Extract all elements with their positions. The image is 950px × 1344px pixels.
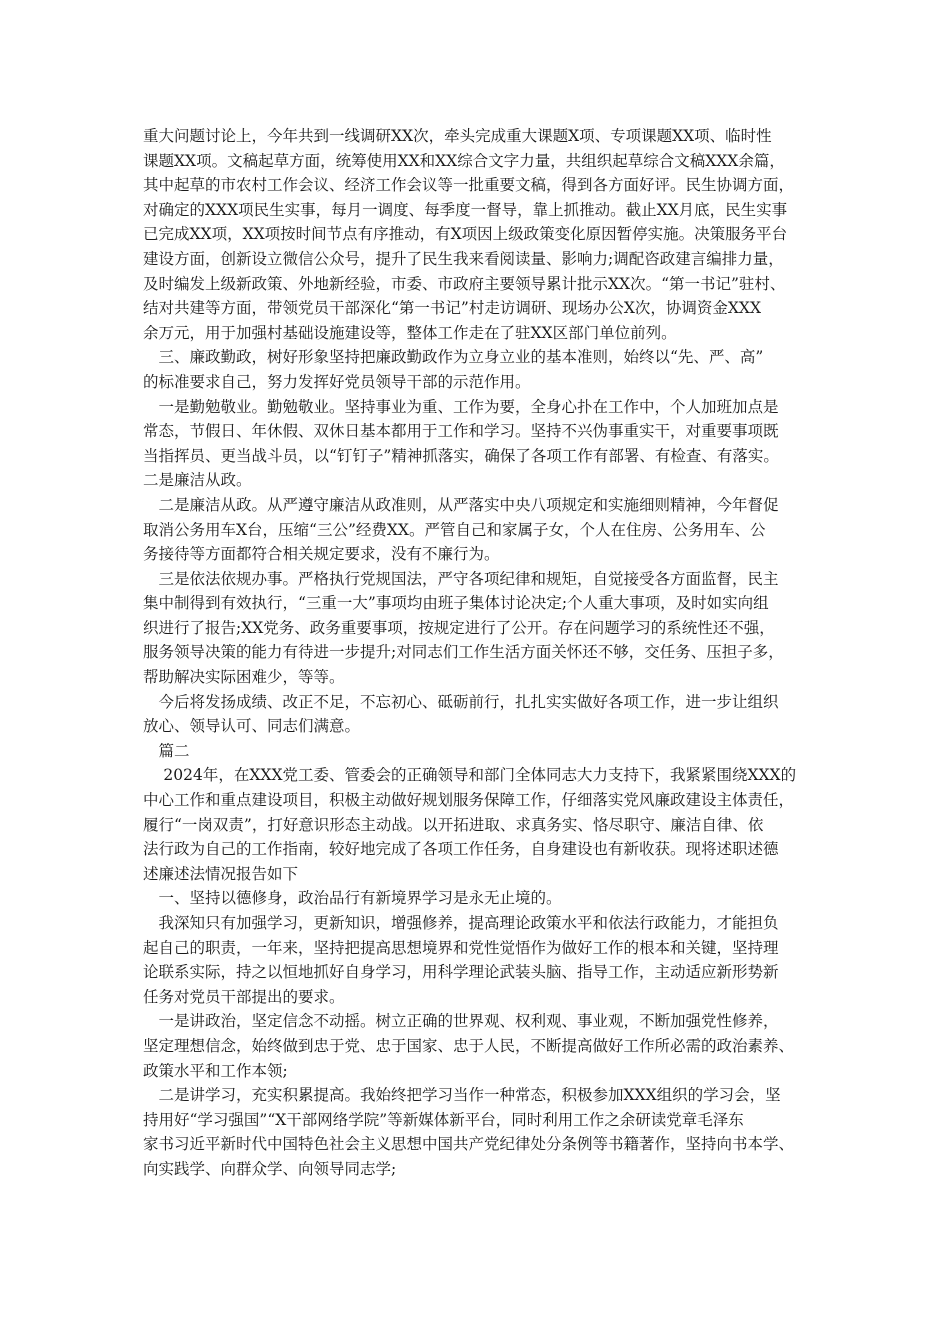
text-line: 坚定理想信念，始终做到忠于党、忠于国家、忠于人民，不断提高做好工作所必需的政治素养、: [143, 1036, 795, 1055]
text-line: 我深知只有加强学习，更新知识，增强修养，提高理论政策水平和依法行政能力，才能担负: [143, 914, 779, 932]
text-line: 政策水平和工作本领;: [143, 1061, 288, 1080]
text-line: 向实践学、向群众学、向领导同志学;: [143, 1159, 397, 1178]
text-line: 集中制得到有效执行，“三重一大”事项均由班子集体讨论决定;个人重大事项，及时如实向组: [143, 594, 769, 613]
text-line: 持用好“学习强国”“X干部网络学院”等新媒体新平台，同时利用工作之余研读党章毛泽东: [143, 1110, 744, 1129]
text-line: 结对共建等方面，带领党员干部深化“第一书记”村走访调研、现场办公X次，协调资金XXX: [143, 299, 761, 318]
text-line: 已完成XX项，XX项按时间节点有序推动，有X项因上级政策变化原因暂停实施。决策服务平台: [143, 225, 788, 244]
section-heading: 篇二: [143, 741, 190, 760]
text-line: 一、坚持以德修身，政治品行有新境界学习是永无止境的。: [143, 889, 562, 908]
text-line: 重大问题讨论上，今年共到一线调研XX次，牵头完成重大课题X项、专项课题XX项、临时性: [143, 127, 772, 145]
text-line: 服务领导决策的能力有待进一步提升;对同志们工作生活方面关怀还不够，交任务、压担子多，: [143, 643, 784, 662]
document-body: [143, 124, 815, 1182]
text-line: 一是勤勉敬业。勤勉敬业。坚持事业为重、工作为要，全身心扑在工作中，个人加班加点是: [143, 397, 779, 416]
text-line: 家书习近平新时代中国特色社会主义思想中国共产党纪律处分条例等书籍著作，坚持向书本学、: [143, 1135, 795, 1154]
text-line: 履行“一岗双责”，打好意识形态主动战。以开拓进取、求真务实、恪尽职守、廉洁自律、依: [143, 815, 764, 834]
text-line: 一是讲政治，坚定信念不动摇。树立正确的世界观、权利观、事业观，不断加强党性修养，: [143, 1012, 779, 1031]
text-line: 余万元，用于加强村基础设施建设等，整体工作走在了驻XX区部门单位前列。: [143, 323, 677, 342]
text-line: 起自己的职责，一年来，坚持把提高思想境界和党性觉悟作为做好工作的根本和关键，坚持理: [143, 938, 779, 957]
text-line: 取消公务用车X台，压缩“三公”经费XX。严管自己和家属子女，个人在住房、公务用车、公: [143, 520, 766, 539]
text-line: 建设方面，创新设立微信公众号，提升了民生我来看阅读量、影响力;调配咨政建言编排力量，: [143, 249, 784, 268]
text-line: 2024年，在XXX党工委、管委会的正确领导和部门全体同志大力支持下，我紧紧围绕XXX的: [143, 766, 797, 785]
text-line: 常态，节假日、年休假、双休日基本都用于工作和学习。坚持不兴伪事重实干，对重要事项既: [143, 422, 779, 441]
text-line: 述廉述法情况报告如下: [143, 864, 299, 883]
text-line: 任务对党员干部提出的要求。: [143, 987, 345, 1006]
text-line: 帮助解决实际困难少，等等。: [143, 668, 345, 687]
text-line: 当指挥员、更当战斗员，以“钉钉子”精神抓落实，确保了各项工作有部署、有检查、有落实。: [143, 446, 779, 465]
text-line: 对确定的XXX项民生实事，每月一调度、每季度一督导，靠上抓推动。截止XX月底，民生实事: [143, 200, 788, 219]
text-line: 二是廉洁从政。从严遵守廉洁从政准则，从严落实中央八项规定和实施细则精神，今年督促: [143, 495, 779, 514]
text-line: 的标准要求自己，努力发挥好党员领导干部的示范作用。: [143, 372, 531, 391]
text-line: 课题XX项。文稿起草方面，统筹使用XX和XX综合文字力量，共组织起草综合文稿XXX余篇，: [143, 151, 785, 170]
text-line: 论联系实际，持之以恒地抓好自身学习，用科学理论武装头脑、指导工作，主动适应新形势新: [143, 963, 779, 982]
text-line: 中心工作和重点建设项目，积极主动做好规划服务保障工作，仔细落实党风廉政建设主体责任，: [143, 791, 795, 810]
text-line: 三是依法依规办事。严格执行党规国法，严守各项纪律和规矩，自觉接受各方面监督，民主: [143, 569, 779, 588]
text-line: 织进行了报告;XX党务、政务重要事项，按规定进行了公开。存在问题学习的系统性还不强，: [143, 618, 775, 637]
text-line: 二是讲学习，充实积累提高。我始终把学习当作一种常态，积极参加XXX组织的学习会，坚: [143, 1086, 781, 1105]
text-line: 法行政为自己的工作指南，较好地完成了各项工作任务，自身建设也有新收获。现将述职述德: [143, 840, 779, 859]
text-line: 今后将发扬成绩、改正不足，不忘初心、砥砺前行，扎扎实实做好各项工作，进一步让组织: [143, 692, 779, 711]
text-line: 务接待等方面都符合相关规定要求，没有不廉行为。: [143, 545, 500, 564]
text-line: 及时编发上级新政策、外地新经验，市委、市政府主要领导累计批示XX次。“第一书记”驻村、: [143, 274, 786, 293]
text-line: 放心、领导认可、同志们满意。: [143, 717, 361, 736]
text-line: 三、廉政勤政，树好形象坚持把廉政勤政作为立身立业的基本准则，始终以“先、严、高”: [143, 348, 764, 367]
text-line: 其中起草的市农村工作会议、经济工作会议等一批重要文稿，得到各方面好评。民生协调方面，: [143, 176, 795, 195]
text-line: 二是廉洁从政。: [143, 471, 252, 490]
